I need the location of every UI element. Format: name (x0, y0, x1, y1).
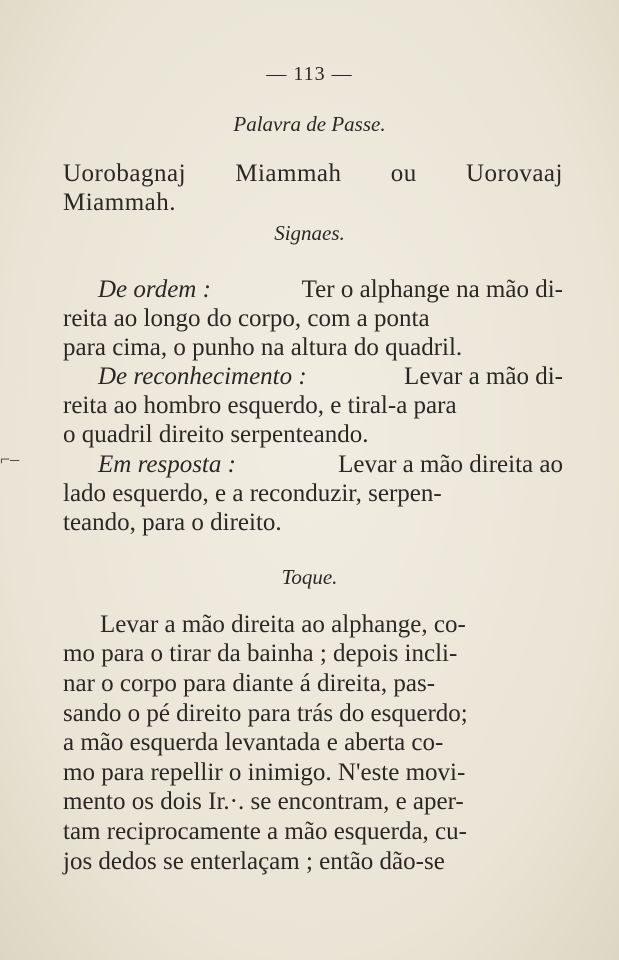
p4-line-8: tam reciprocamente a mão esquerda, cu- (63, 818, 467, 845)
p1-label: De ordem : (98, 276, 211, 303)
p4-line-3: nar o corpo para diante á direita, pas- (63, 670, 436, 697)
page-number: — 113 — (266, 63, 353, 85)
touch-heading: Toque. (281, 565, 338, 589)
p2-line-1-rest: Levar a mão di- (404, 363, 563, 390)
p1-line-1 (98, 276, 563, 304)
p2-line-3: o quadril direito serpenteando. (63, 421, 369, 448)
p3-line-2: lado esquerdo, e a reconduzir, serpen- (63, 480, 442, 507)
password-word-3: Uorovaaj (465, 160, 563, 187)
p2-label: De reconhecimento : (98, 363, 307, 390)
p1-line-3: para cima, o punho na altura do quadril. (63, 334, 463, 361)
p3-line-1 (98, 451, 563, 479)
password-word-or: ou (390, 160, 417, 187)
password-line-1 (63, 160, 563, 188)
margin-pencil-mark: ⌐– (0, 449, 20, 469)
p4-line-9: jos dedos se enterlaçam ; então dão-se (63, 848, 445, 875)
p3-line-3: teando, para o direito. (63, 509, 282, 536)
password-heading: Palavra de Passe. (233, 112, 386, 136)
password-word-1: Uorobagnaj (63, 160, 187, 187)
p4-line-7: mento os dois Ir.·. se encontram, e aper- (63, 788, 464, 815)
p4-line-2: mo para o tirar da bainha ; depois incli- (63, 640, 458, 667)
p4-line-1: Levar a mão direita ao alphange, co- (100, 611, 466, 638)
p4-line-5: a mão esquerda levantada e aberta co- (63, 729, 444, 756)
password-line-2: Miammah. (63, 189, 177, 216)
p1-line-1-rest: Ter o alphange na mão di- (301, 276, 563, 303)
p3-label: Em resposta : (98, 451, 236, 478)
p3-line-1-rest: Levar a mão direita ao (338, 451, 563, 478)
p4-line-4: sando o pé direito para trás do esquerdo; (63, 700, 468, 727)
p2-line-1 (98, 363, 563, 391)
p1-line-2: reita ao longo do corpo, com a ponta (63, 305, 430, 332)
p2-line-2: reita ao hombro esquerdo, e tiral-a para (63, 392, 457, 419)
signs-heading: Signaes. (274, 221, 345, 245)
password-word-2: Miammah (235, 160, 342, 187)
p4-line-6: mo para repellir o inimigo. N'este movi- (63, 759, 466, 786)
